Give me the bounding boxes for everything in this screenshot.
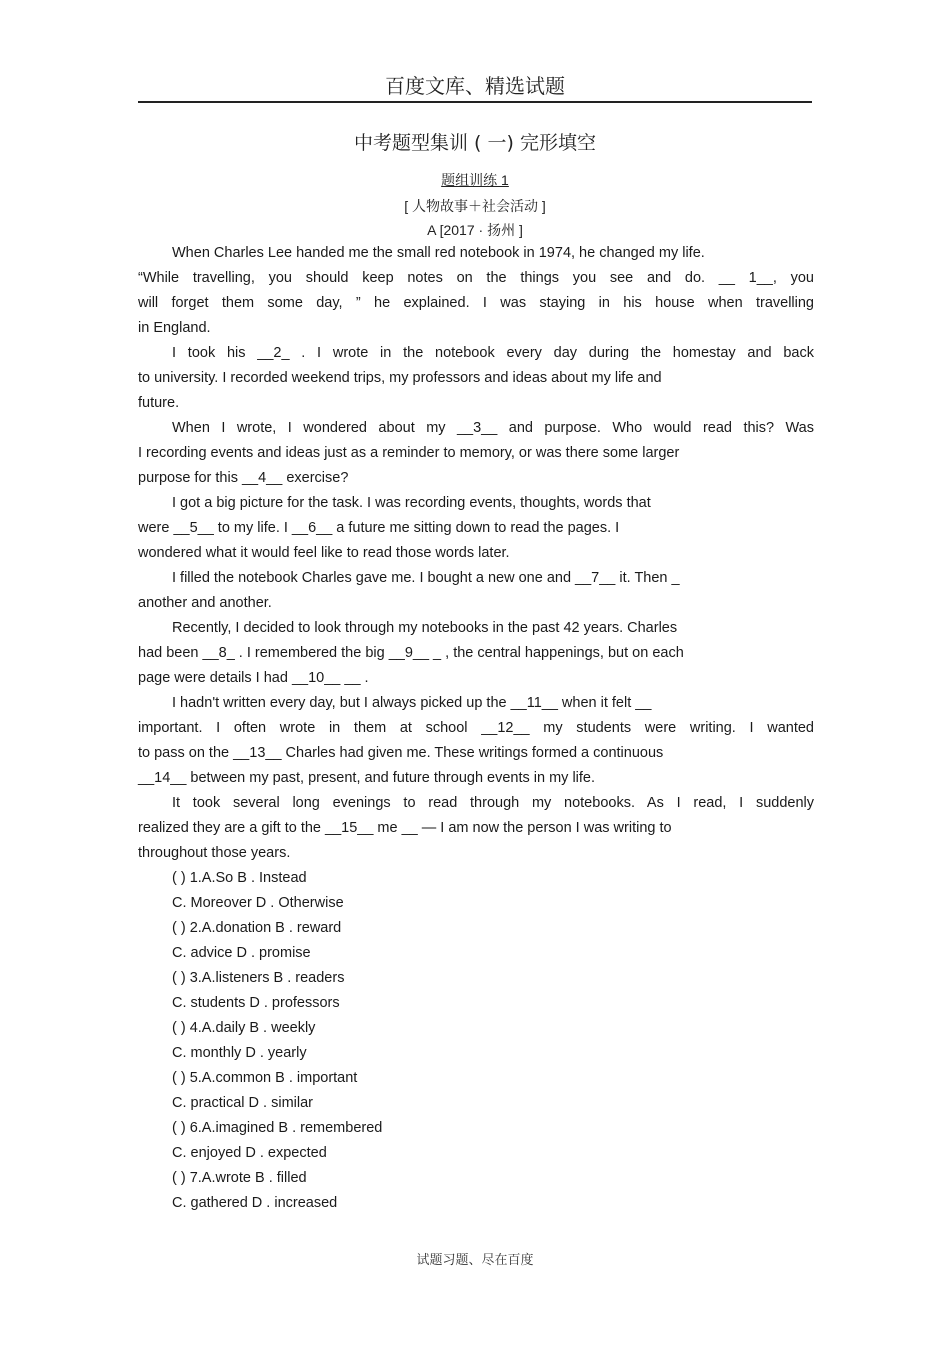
option-line: C. students D . professors [172,995,340,1011]
option-line: C. advice D . promise [172,945,311,961]
option-line: C. practical D . similar [172,1095,313,1111]
option-line: ( ) 4.A.daily B . weekly [172,1020,316,1036]
option-line: C. enjoyed D . expected [172,1145,327,1161]
passage [138,241,814,866]
passage-line: I filled the notebook Charles gave me. I bought a new one and __7__ it. Then _ [172,570,680,586]
header-rule [138,101,812,103]
passage-line: were __5__ to my life. I __6__ a future me sitting down to read the pages. I [138,520,620,536]
passage-line: Recently, I decided to look through my notebooks in the past 42 years. Charles [172,620,678,636]
section-label [138,170,812,190]
page-header: 百度文库、精选试题 [385,74,565,98]
passage-line: important. I often wrote in them at school __12__ my students were writing. I wanted [138,720,814,736]
passage-line: to university. I recorded weekend trips, my professors and ideas about my life and [138,370,662,386]
option-line: ( ) 1.A.So B . Instead [172,870,307,886]
option-line: ( ) 5.A.common B . important [172,1070,358,1086]
option-line: C. monthly D . yearly [172,1045,307,1061]
passage-line: I took his __2_ . I wrote in the notebook every day during the homestay and back [172,345,814,361]
passage-line: wondered what it would feel like to read those words later. [138,545,510,561]
passage-line: __14__ between my past, present, and future through events in my life. [138,770,596,786]
passage-line: future. [138,395,180,411]
passage-line: It took several long evenings to read through my notebooks. As I read, I suddenly [172,795,814,811]
passage-line: When Charles Lee handed me the small red notebook in 1974, he changed my life. [172,245,705,261]
section-label-text: 题组训练 1 [441,172,509,188]
passage-line: had been __8_ . I remembered the big __9__ _ , the central happenings, but on each [138,645,684,661]
passage-line: I hadn't written every day, but I always picked up the __11__ when it felt __ [172,695,652,711]
passage-line: to pass on the __13__ Charles had given me. These writings formed a continuous [138,745,664,761]
answer-options [172,866,572,1216]
passage-line: page were details I had __10__ __ . [138,670,369,686]
source-label: A [2017 · 扬州 ] [427,222,523,238]
passage-line: in England. [138,320,211,336]
option-line: ( ) 7.A.wrote B . filled [172,1170,307,1186]
passage-line: I got a big picture for the task. I was recording events, thoughts, words that [172,495,651,511]
option-line: ( ) 6.A.imagined B . remembered [172,1120,383,1136]
passage-line: throughout those years. [138,845,291,861]
option-line: ( ) 3.A.listeners B . readers [172,970,345,986]
passage-line: purpose for this __4__ exercise? [138,470,349,486]
passage-line: another and another. [138,595,272,611]
topic-label: [ 人物故事＋社会活动 ] [404,198,546,214]
passage-line: I recording events and ideas just as a reminder to memory, or was there some larger [138,445,680,461]
passage-line: “While travelling, you should keep notes on the things you see and do. __ 1__, you [138,270,814,286]
passage-line: When I wrote, I wondered about my __3__ and purpose. Who would read this? Was [172,420,814,436]
page-footer: 试题习题、尽在百度 [416,1252,534,1267]
option-line: C. Moreover D . Otherwise [172,895,344,911]
option-line: ( ) 2.A.donation B . reward [172,920,342,936]
passage-line: realized they are a gift to the __15__ me __ — I am now the person I was writing to [138,820,672,836]
page-title: 中考题型集训 ( 一) 完形填空 [354,132,596,154]
option-line: C. gathered D . increased [172,1195,338,1211]
passage-line: will forget them some day, ” he explained. I was staying in his house when travelling [138,295,814,311]
